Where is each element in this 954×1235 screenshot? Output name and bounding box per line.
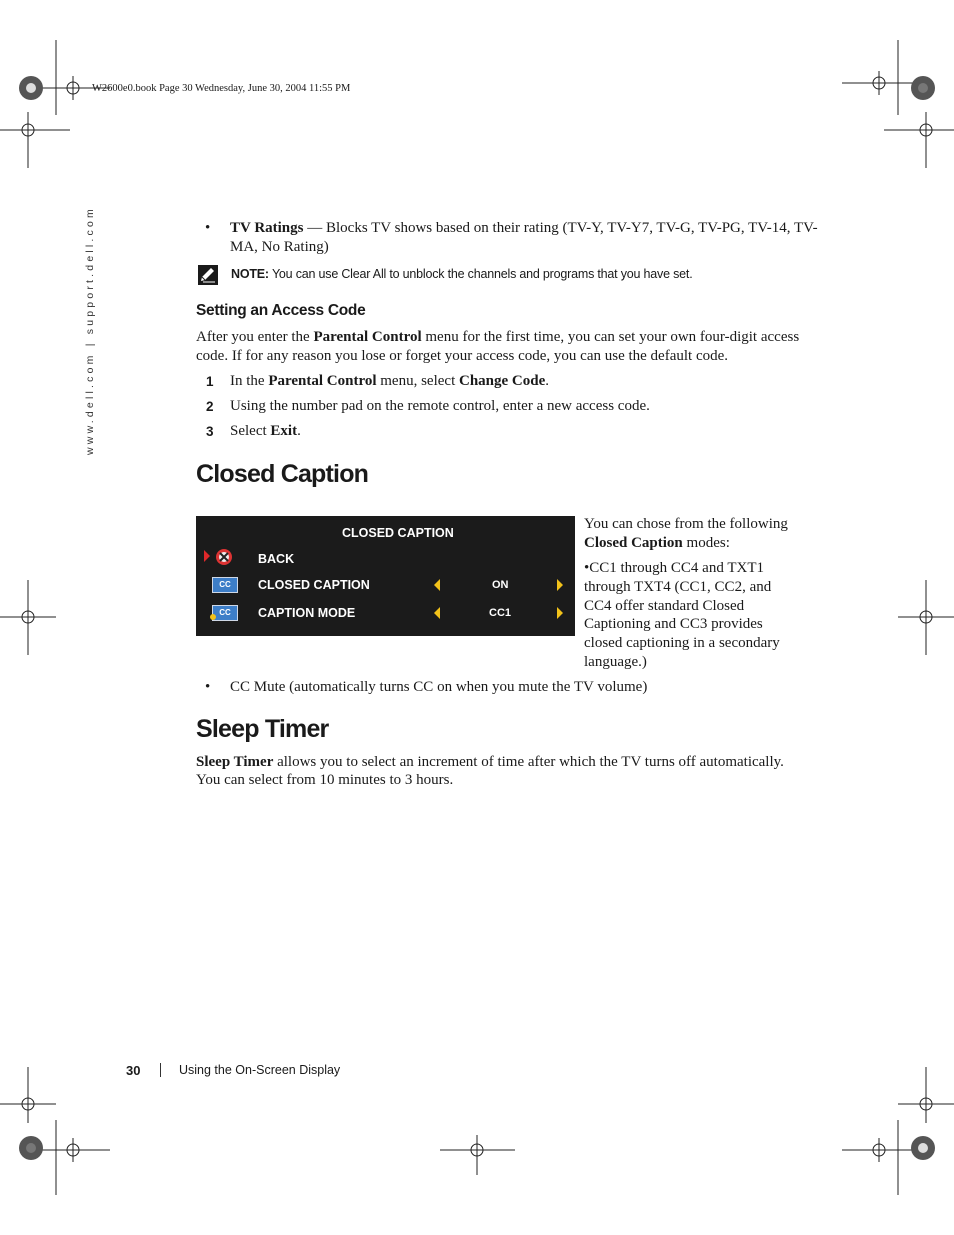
selection-pointer-icon bbox=[204, 550, 210, 562]
step-term: Exit bbox=[270, 423, 298, 439]
cc-side-line: Captioning and CC3 provides bbox=[584, 616, 763, 632]
step-number: 2 bbox=[206, 399, 214, 414]
cc-side-line: through TXT4 (CC1, CC2, and bbox=[584, 579, 772, 595]
arrow-left-icon[interactable] bbox=[434, 579, 440, 591]
step-text: menu, select bbox=[376, 373, 459, 389]
sleep-timer-heading: Sleep Timer bbox=[196, 715, 329, 743]
cc-side-line: language.) bbox=[584, 654, 647, 670]
note-pencil-icon bbox=[198, 265, 218, 285]
cc-mute-bullet: • bbox=[205, 679, 211, 695]
cc-side-line2 bbox=[584, 534, 730, 553]
mode-indicator-icon bbox=[210, 614, 216, 620]
step-text: In the bbox=[230, 373, 269, 389]
step-1-text bbox=[230, 372, 549, 391]
sleep-timer-text: allows you to select an increment of time after which the TV turns off automatically. bbox=[273, 754, 784, 770]
sleep-timer-line2: You can select from 10 minutes to 3 hours. bbox=[196, 772, 454, 788]
osd-row-caption-mode-value: CC1 bbox=[489, 607, 512, 619]
osd-row-back-label[interactable]: BACK bbox=[258, 552, 295, 566]
osd-row-closed-caption-value: ON bbox=[492, 579, 509, 591]
tv-ratings-line1 bbox=[230, 219, 818, 238]
step-number: 3 bbox=[206, 424, 214, 439]
sleep-timer-line1 bbox=[196, 753, 784, 772]
cc-mode-icon: CC bbox=[212, 605, 238, 621]
step-term: Parental Control bbox=[268, 373, 377, 389]
step-3-text bbox=[230, 422, 301, 441]
closed-caption-term: Closed Caption bbox=[584, 535, 683, 551]
cc-icon: CC bbox=[212, 577, 238, 593]
arrow-left-icon[interactable] bbox=[434, 607, 440, 619]
closed-caption-heading: Closed Caption bbox=[196, 460, 369, 488]
footer-section-title: Using the On-Screen Display bbox=[179, 1063, 341, 1077]
access-code-heading: Setting an Access Code bbox=[196, 302, 366, 319]
side-url: www.dell.com | support.dell.com bbox=[84, 206, 96, 455]
tv-ratings-desc: — Blocks TV shows based on their rating (TV-Y, TV-Y7, TV-G, TV-PG, TV-14, TV- bbox=[303, 220, 818, 236]
osd-closed-caption-menu bbox=[196, 516, 575, 636]
arrow-right-icon[interactable] bbox=[557, 607, 563, 619]
cc-side-line1: You can chose from the following bbox=[584, 516, 788, 532]
para-text: After you enter the bbox=[196, 329, 314, 345]
back-icon bbox=[214, 548, 234, 566]
tv-ratings-term: TV Ratings bbox=[230, 220, 304, 236]
osd-row-caption-mode-label[interactable]: CAPTION MODE bbox=[258, 606, 356, 620]
note-text bbox=[231, 267, 692, 281]
access-code-para-line2: code. If for any reason you lose or forget your access code, you can use the default code. bbox=[196, 348, 729, 364]
osd-row-closed-caption-label[interactable]: CLOSED CAPTION bbox=[258, 578, 370, 592]
side-text: modes: bbox=[682, 535, 730, 551]
step-term: Change Code bbox=[459, 373, 546, 389]
access-code-para-line1 bbox=[196, 328, 799, 347]
cc-side-line: closed captioning in a secondary bbox=[584, 635, 780, 651]
osd-title: CLOSED CAPTION bbox=[342, 526, 454, 540]
note-body: You can use Clear All to unblock the channels and programs that you have set. bbox=[268, 267, 693, 281]
step-text: Select bbox=[230, 423, 271, 439]
step-number: 1 bbox=[206, 374, 214, 389]
parental-control-term: Parental Control bbox=[313, 329, 422, 345]
tv-ratings-line2: MA, No Rating) bbox=[230, 239, 329, 255]
page-number: 30 bbox=[126, 1063, 141, 1078]
cc-side-line: •CC1 through CC4 and TXT1 bbox=[584, 560, 764, 576]
step-2-text: Using the number pad on the remote control, enter a new access code. bbox=[230, 398, 650, 414]
footer-divider bbox=[160, 1063, 161, 1077]
tv-ratings-bullet: • bbox=[205, 220, 211, 236]
arrow-right-icon[interactable] bbox=[557, 579, 563, 591]
para-text: menu for the first time, you can set your own four-digit access bbox=[421, 329, 800, 345]
sleep-timer-term: Sleep Timer bbox=[196, 754, 274, 770]
cc-side-line: CC4 offer standard Closed bbox=[584, 598, 745, 614]
cc-mute-text: CC Mute (automatically turns CC on when you mute the TV volume) bbox=[230, 679, 648, 695]
note-label: NOTE: bbox=[231, 267, 269, 281]
step-text: . bbox=[545, 373, 550, 389]
step-text: . bbox=[297, 423, 301, 439]
book-header-line: W2600e0.book Page 30 Wednesday, June 30, 2004 11:55 PM bbox=[92, 83, 351, 94]
